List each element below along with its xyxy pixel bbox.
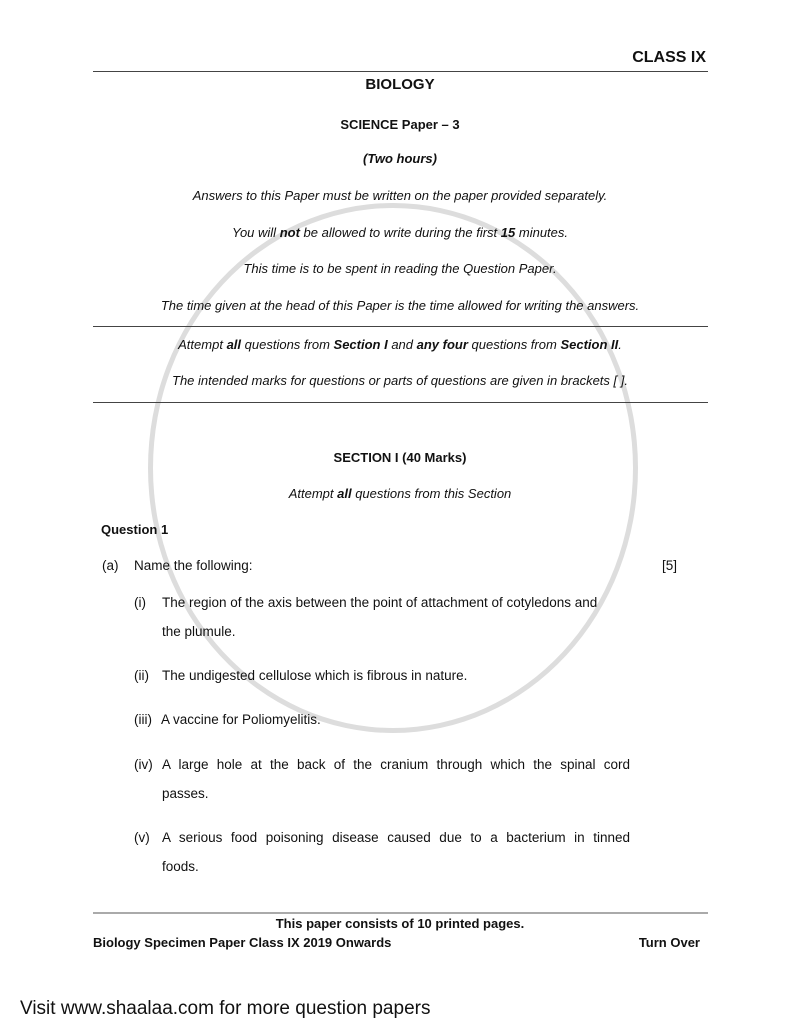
divider — [93, 71, 708, 72]
item-text: passes. — [162, 786, 209, 801]
footer-divider — [93, 912, 708, 914]
footer-right: Turn Over — [638, 935, 700, 950]
duration: (Two hours) — [363, 151, 437, 166]
class-label: CLASS IX — [632, 49, 706, 66]
subject-title: BIOLOGY — [365, 76, 435, 93]
item-number: (iv) — [134, 757, 153, 772]
instruction-4: The time given at the head of this Paper is the time allowed for writing the answers. — [160, 298, 640, 313]
item-text: the plumule. — [162, 624, 236, 639]
visit-banner: Visit www.shaalaa.com for more question papers — [20, 998, 431, 1019]
question-title: Question 1 — [101, 522, 169, 537]
watermark-circle — [148, 203, 638, 733]
divider — [93, 402, 708, 403]
page-count: This paper consists of 10 printed pages. — [275, 916, 525, 931]
item-text: The undigested cellulose which is fibrous in nature. — [162, 668, 468, 683]
item-text: The region of the axis between the point of attachment of cotyledons and — [162, 595, 598, 610]
paper-title: SCIENCE Paper – 3 — [340, 117, 460, 132]
item-text: A vaccine for Poliomyelitis. — [161, 712, 321, 727]
part-label: (a) — [102, 558, 119, 573]
item-text: A serious food poisoning disease caused due to a bacterium in tinned — [162, 830, 630, 845]
part-marks: [5] — [662, 558, 678, 573]
instruction-2: You will not be allowed to write during the first 15 minutes. — [231, 225, 569, 240]
section-title: SECTION I (40 Marks) — [333, 450, 467, 465]
item-number: (v) — [134, 830, 150, 845]
footer-left: Biology Specimen Paper Class IX 2019 Onwards — [93, 935, 392, 950]
instruction-1: Answers to this Paper must be written on the paper provided separately. — [192, 188, 608, 203]
item-number: (iii) — [134, 712, 152, 727]
instruction-3: This time is to be spent in reading the Question Paper. — [243, 261, 557, 276]
item-number: (i) — [134, 595, 146, 610]
item-text: A large hole at the back of the cranium through which the spinal cord — [162, 757, 630, 772]
part-text: Name the following: — [134, 558, 253, 573]
divider — [93, 326, 708, 327]
attempt-instruction: Attempt all questions from Section I and any four questions from Section II. — [178, 337, 622, 352]
section-subtitle: Attempt all questions from this Section — [288, 486, 512, 501]
item-number: (ii) — [134, 668, 149, 683]
marks-note: The intended marks for questions or parts of questions are given in brackets [ ]. — [172, 373, 628, 388]
item-text: foods. — [162, 859, 199, 874]
